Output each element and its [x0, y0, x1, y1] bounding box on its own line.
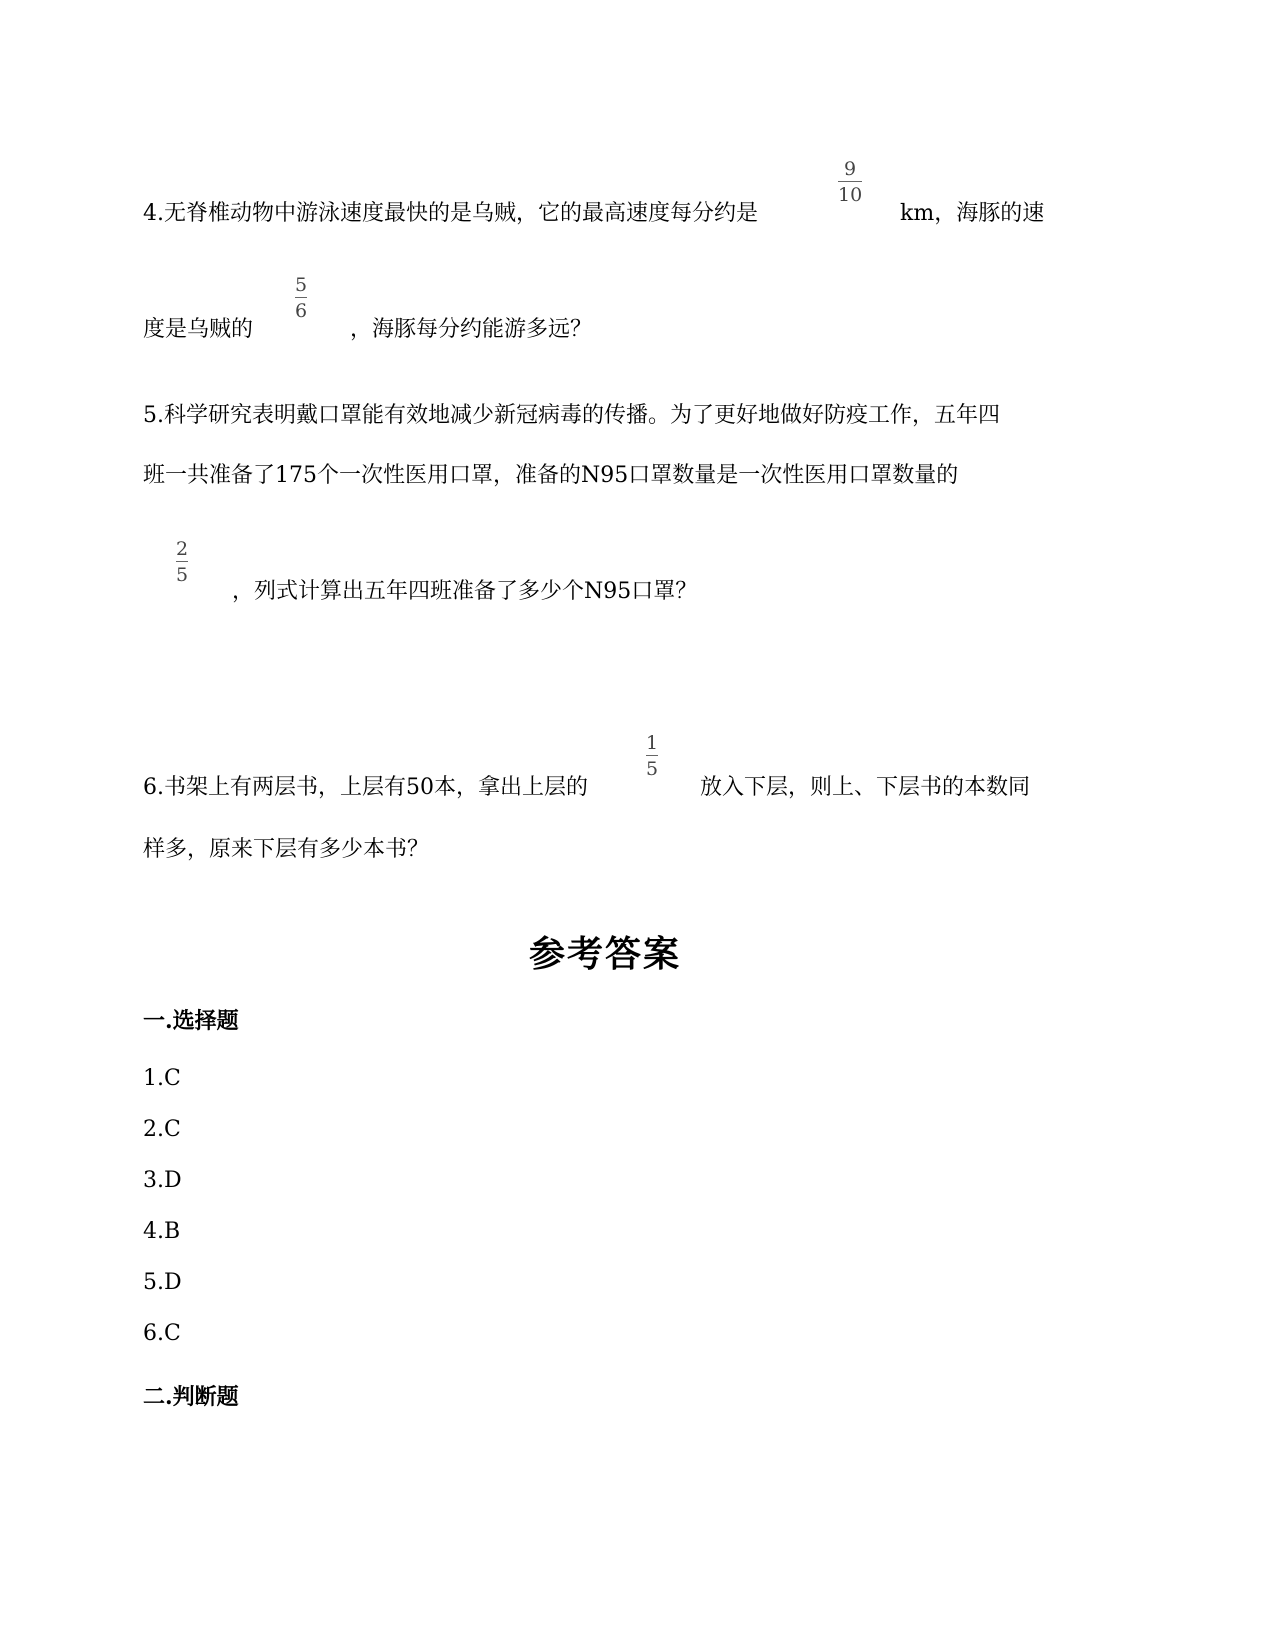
fraction-1-5	[646, 732, 658, 780]
fraction-bar	[838, 181, 862, 182]
fraction-bar	[295, 297, 307, 298]
fraction-numerator: 1	[646, 732, 659, 754]
q5-text-line3: ，列式计算出五年四班准备了多少个N95口罩？	[232, 579, 698, 604]
q5-text-line1: 5.科学研究表明戴口罩能有效地减少新冠病毒的传播。为了更好地做好防疫工作，五年四	[143, 403, 1000, 428]
answer-item: 4.B	[143, 1219, 181, 1244]
fraction-numerator: 9	[844, 158, 857, 180]
answer-item: 1.C	[143, 1066, 181, 1091]
section-heading-true-false: 二.判断题	[143, 1384, 239, 1410]
answer-item: 5.D	[143, 1270, 182, 1295]
fraction-numerator: 2	[176, 538, 189, 560]
q5-text-line2: 班一共准备了175个一次性医用口罩，准备的N95口罩数量是一次性医用口罩数量的	[143, 463, 959, 488]
fraction-denominator: 5	[646, 758, 659, 780]
q6-text-part2: 放入下层，则上、下层书的本数同	[700, 775, 1031, 800]
q6-text-part1: 6.书架上有两层书，上层有50本，拿出上层的	[143, 775, 588, 800]
fraction-9-10	[838, 158, 862, 206]
answer-item: 6.C	[143, 1321, 181, 1346]
answer-key-title: 参考答案	[528, 933, 681, 975]
fraction-numerator: 5	[295, 274, 308, 296]
fraction-bar	[176, 561, 188, 562]
answer-item: 2.C	[143, 1117, 181, 1142]
q4-text-part3: 度是乌贼的	[143, 317, 254, 342]
fraction-denominator: 10	[838, 184, 863, 206]
fraction-denominator: 6	[295, 300, 308, 322]
q4-text-part2: km，海豚的速	[900, 201, 1045, 226]
q4-text-part1: 4.无脊椎动物中游泳速度最快的是乌贼，它的最高速度每分约是	[143, 201, 758, 226]
fraction-bar	[646, 755, 658, 756]
answer-item: 3.D	[143, 1168, 182, 1193]
section-heading-multiple-choice: 一.选择题	[143, 1008, 239, 1034]
q4-text-part4: ，海豚每分约能游多远？	[350, 317, 593, 342]
fraction-2-5	[176, 538, 188, 586]
fraction-5-6	[295, 274, 307, 322]
fraction-denominator: 5	[176, 564, 189, 586]
q6-text-line2: 样多，原来下层有多少本书？	[143, 837, 430, 862]
